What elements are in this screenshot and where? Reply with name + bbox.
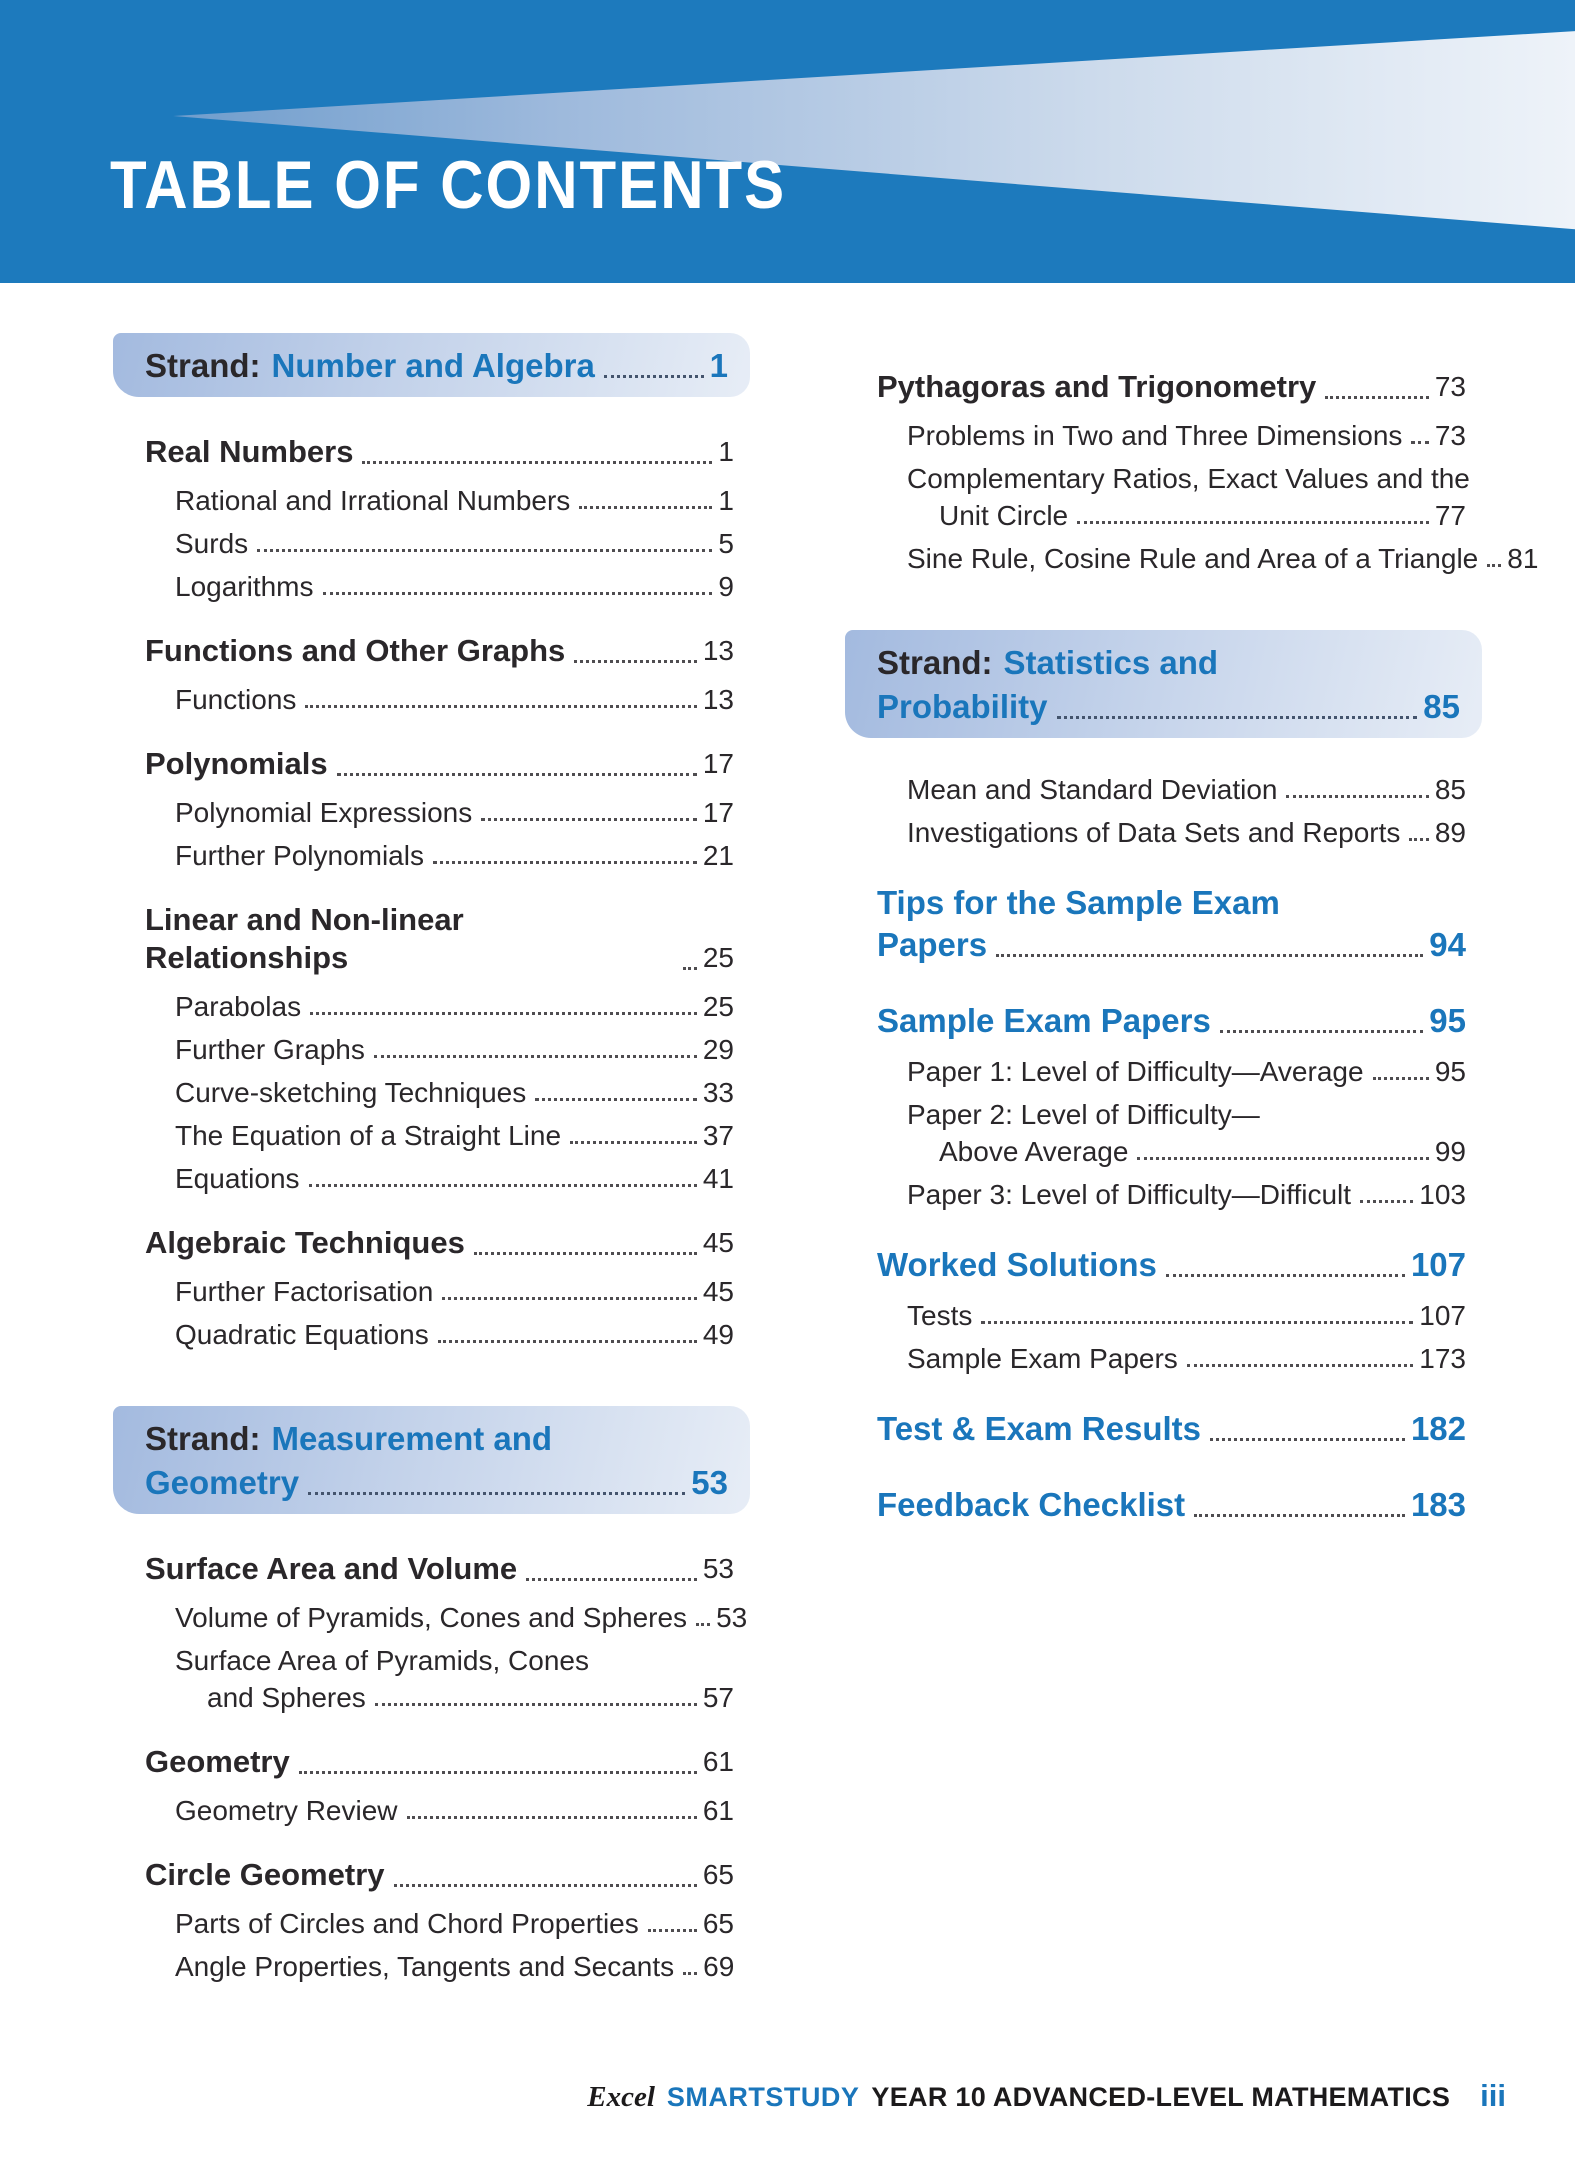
page-number-value: 73 bbox=[1434, 420, 1466, 451]
strand-line bbox=[145, 344, 728, 388]
toc-item bbox=[175, 1951, 734, 1982]
chapter-title-line bbox=[877, 1484, 1466, 1526]
toc-item-label: Logarithms bbox=[175, 571, 314, 602]
toc-item-label: Investigations of Data Sets and Reports bbox=[907, 817, 1401, 848]
toc-chapter bbox=[845, 368, 1539, 574]
page-number-value: 21 bbox=[702, 840, 734, 871]
chapter-title bbox=[145, 745, 734, 783]
chapter-title-line bbox=[145, 1743, 734, 1781]
toc-item-label: Functions bbox=[175, 684, 297, 715]
page-header bbox=[0, 0, 1575, 283]
dot-leader bbox=[696, 1623, 710, 1626]
toc-item-label: The Equation of a Straight Line bbox=[175, 1120, 562, 1151]
chapter-title-line bbox=[145, 632, 734, 670]
toc-item-line bbox=[907, 1056, 1466, 1087]
toc-item bbox=[175, 1034, 734, 1065]
chapter-title bbox=[145, 1743, 734, 1781]
toc-chapter bbox=[113, 1743, 750, 1826]
dot-leader bbox=[374, 1055, 697, 1058]
strand-line bbox=[877, 685, 1460, 729]
dot-leader bbox=[438, 1340, 697, 1343]
chapter-title-line bbox=[877, 1244, 1466, 1286]
dot-leader bbox=[1286, 795, 1428, 798]
toc-item bbox=[175, 1602, 748, 1633]
chapter-title bbox=[145, 1224, 734, 1262]
toc-item-label: Paper 1: Level of Difficulty—Average bbox=[907, 1056, 1364, 1087]
chapter-title-text: Surface Area and Volume bbox=[145, 1551, 518, 1586]
dot-leader bbox=[309, 1184, 697, 1187]
toc-item-label: Complementary Ratios, Exact Values and the bbox=[907, 463, 1470, 494]
toc-item-line2 bbox=[207, 1682, 734, 1713]
toc-item-label: Problems in Two and Three Dimensions bbox=[907, 420, 1403, 451]
toc-item-line bbox=[175, 1645, 734, 1676]
chapter-title-text: Test & Exam Results bbox=[877, 1410, 1202, 1447]
toc-item bbox=[175, 485, 734, 516]
toc-chapter bbox=[845, 1408, 1482, 1450]
toc-item bbox=[175, 684, 734, 715]
page-number-value: 53 bbox=[716, 1602, 748, 1633]
toc-chapter bbox=[113, 433, 750, 602]
toc-item-line bbox=[175, 571, 734, 602]
toc-item-line bbox=[175, 1951, 734, 1982]
page-number-value: 61 bbox=[702, 1795, 734, 1826]
toc-item-line bbox=[907, 1343, 1466, 1374]
chapter-title-line bbox=[145, 745, 734, 783]
page-number-value: 33 bbox=[702, 1077, 734, 1108]
toc-item bbox=[907, 817, 1466, 848]
toc-item bbox=[175, 1908, 734, 1939]
toc-chapter bbox=[113, 632, 750, 715]
strand-name: Measurement and bbox=[271, 1420, 553, 1457]
page-number-value: 17 bbox=[702, 748, 734, 779]
toc-item-label: Sine Rule, Cosine Rule and Area of a Triangle bbox=[907, 543, 1479, 574]
footer bbox=[587, 2078, 1506, 2114]
strand-banner bbox=[845, 630, 1482, 738]
dot-leader bbox=[1360, 1200, 1413, 1203]
page-number-value: 57 bbox=[702, 1682, 734, 1713]
dot-leader bbox=[1057, 716, 1418, 719]
toc-item-label: Surface Area of Pyramids, Cones bbox=[175, 1645, 589, 1676]
toc-item-line bbox=[175, 1163, 734, 1194]
toc-item-label: Curve-sketching Techniques bbox=[175, 1077, 527, 1108]
toc-chapter bbox=[845, 774, 1482, 848]
page-title: TABLE OF CONTENTS bbox=[110, 147, 787, 223]
toc-item bbox=[907, 543, 1539, 574]
strand-prefix-label: Strand: bbox=[145, 1420, 261, 1457]
strand-line bbox=[877, 641, 1460, 685]
toc-item bbox=[175, 1276, 734, 1307]
strand-prefix-label: Strand: bbox=[145, 347, 261, 384]
toc-item bbox=[907, 1099, 1466, 1167]
toc-item-line bbox=[175, 1319, 734, 1350]
toc-chapter bbox=[845, 1244, 1482, 1374]
dot-leader bbox=[323, 592, 713, 595]
page-number-value: 1 bbox=[709, 347, 728, 384]
page-number-value: 85 bbox=[1423, 688, 1460, 725]
chapter-title-text: Pythagoras and Trigonometry bbox=[877, 369, 1317, 404]
page-number-value: 13 bbox=[702, 635, 734, 666]
toc-item-label: Angle Properties, Tangents and Secants bbox=[175, 1951, 675, 1982]
dot-leader bbox=[683, 967, 697, 970]
page-number-value: 94 bbox=[1429, 926, 1466, 963]
strand-name: Probability bbox=[877, 688, 1048, 725]
toc-chapter bbox=[113, 901, 750, 1194]
toc-item bbox=[175, 1163, 734, 1194]
toc-chapter bbox=[845, 1484, 1482, 1526]
page-number-value: 89 bbox=[1434, 817, 1466, 848]
dot-leader bbox=[1194, 1514, 1405, 1517]
dot-leader bbox=[648, 1929, 697, 1932]
toc-item-line bbox=[175, 1077, 734, 1108]
dot-leader bbox=[299, 1771, 697, 1774]
chapter-title-text: Worked Solutions bbox=[877, 1246, 1157, 1283]
dot-leader bbox=[442, 1297, 697, 1300]
dot-leader bbox=[683, 1972, 697, 1975]
toc-item-line bbox=[175, 1795, 734, 1826]
strand-name: Geometry bbox=[145, 1464, 300, 1501]
dot-leader bbox=[1409, 838, 1428, 841]
strand-line bbox=[145, 1461, 728, 1505]
dot-leader bbox=[433, 861, 697, 864]
chapter-title bbox=[145, 901, 734, 977]
toc-item bbox=[175, 528, 734, 559]
toc-item bbox=[907, 1343, 1466, 1374]
dot-leader bbox=[1187, 1364, 1413, 1367]
dot-leader bbox=[394, 1884, 697, 1887]
chapter-title-line bbox=[877, 1408, 1466, 1450]
strand-name: Statistics and bbox=[1003, 644, 1219, 681]
footer-brand-smartstudy: SMARTSTUDY bbox=[666, 2082, 860, 2112]
toc-left-column bbox=[113, 333, 750, 1994]
chapter-title bbox=[877, 368, 1466, 406]
dot-leader bbox=[996, 954, 1423, 957]
dot-leader bbox=[1210, 1438, 1405, 1441]
toc-item-label: Unit Circle bbox=[939, 500, 1069, 531]
strand-banner bbox=[113, 1406, 750, 1514]
toc-item-label: Parts of Circles and Chord Properties bbox=[175, 1908, 639, 1939]
toc-item bbox=[907, 420, 1466, 451]
toc-item-line bbox=[175, 1034, 734, 1065]
toc-chapter bbox=[113, 1550, 750, 1713]
page-number-value: 45 bbox=[702, 1227, 734, 1258]
dot-leader bbox=[526, 1578, 697, 1581]
toc-item-line bbox=[907, 774, 1466, 805]
toc-item-label: Paper 3: Level of Difficulty—Difficult bbox=[907, 1179, 1352, 1210]
toc-item-line bbox=[907, 1300, 1466, 1331]
chapter-title-text: Circle Geometry bbox=[145, 1857, 385, 1892]
chapter-title-line bbox=[877, 882, 1466, 924]
chapter-title-line bbox=[145, 1224, 734, 1262]
toc-item-label: Tests bbox=[907, 1300, 973, 1331]
toc-item-label: Volume of Pyramids, Cones and Spheres bbox=[175, 1602, 688, 1633]
page-number-value: 5 bbox=[718, 528, 734, 559]
toc-item bbox=[175, 991, 734, 1022]
page-number-value: 37 bbox=[702, 1120, 734, 1151]
chapter-title bbox=[145, 1856, 734, 1894]
page-number-value: 1 bbox=[718, 436, 734, 467]
toc-item bbox=[175, 1319, 734, 1350]
page-number-value: 1 bbox=[718, 485, 734, 516]
toc-item bbox=[175, 797, 734, 828]
toc-item-label: Polynomial Expressions bbox=[175, 797, 473, 828]
toc-chapter bbox=[845, 882, 1482, 966]
chapter-title-text: Geometry bbox=[145, 1744, 290, 1779]
chapter-title-text: Feedback Checklist bbox=[877, 1486, 1186, 1523]
toc-item bbox=[175, 1077, 734, 1108]
chapter-title-text: Tips for the Sample Exam bbox=[877, 884, 1280, 921]
page-number-value: 9 bbox=[718, 571, 734, 602]
toc-item bbox=[175, 840, 734, 871]
page-number-value: 65 bbox=[702, 1908, 734, 1939]
page-number-value: 61 bbox=[702, 1746, 734, 1777]
footer-page-number: iii bbox=[1480, 2078, 1506, 2113]
chapter-title-text: Polynomials bbox=[145, 746, 328, 781]
toc-item-label: Surds bbox=[175, 528, 249, 559]
toc-chapter bbox=[113, 1224, 750, 1350]
strand-banner bbox=[113, 333, 750, 397]
page-number-value: 182 bbox=[1410, 1410, 1466, 1447]
page-number-value: 95 bbox=[1429, 1002, 1466, 1039]
dot-leader bbox=[337, 773, 697, 776]
dot-leader bbox=[579, 506, 712, 509]
chapter-title bbox=[877, 882, 1466, 966]
chapter-title bbox=[145, 632, 734, 670]
chapter-title-text: Linear and Non-linear Relationships bbox=[145, 902, 464, 975]
chapter-title-line bbox=[145, 901, 734, 977]
dot-leader bbox=[305, 705, 696, 708]
toc-item-label: Equations bbox=[175, 1163, 300, 1194]
footer-brand-excel: Excel bbox=[587, 2081, 655, 2113]
chapter-title-text: Functions and Other Graphs bbox=[145, 633, 566, 668]
toc-item-line bbox=[907, 1179, 1466, 1210]
chapter-title-line bbox=[145, 1856, 734, 1894]
dot-leader bbox=[604, 375, 704, 378]
page-number-value: 65 bbox=[702, 1859, 734, 1890]
strand-prefix-label: Strand: bbox=[877, 644, 993, 681]
dot-leader bbox=[1220, 1030, 1423, 1033]
strand-line bbox=[145, 1417, 728, 1461]
toc-item-label: Quadratic Equations bbox=[175, 1319, 429, 1350]
chapter-title bbox=[145, 433, 734, 471]
toc-item-line bbox=[907, 420, 1466, 451]
page-number-value: 103 bbox=[1419, 1179, 1466, 1210]
page-number-value: 17 bbox=[702, 797, 734, 828]
dot-leader bbox=[574, 660, 697, 663]
dot-leader bbox=[570, 1141, 697, 1144]
toc-item-line bbox=[175, 1602, 748, 1633]
dot-leader bbox=[1373, 1077, 1429, 1080]
chapter-title-text: Sample Exam Papers bbox=[877, 1002, 1211, 1039]
toc-item-line2 bbox=[939, 500, 1466, 531]
toc-item-label: Further Graphs bbox=[175, 1034, 365, 1065]
toc-item-line bbox=[175, 1276, 734, 1307]
dot-leader bbox=[1077, 521, 1429, 524]
toc-item-line bbox=[175, 991, 734, 1022]
toc-item-line bbox=[175, 1908, 734, 1939]
toc-item-label: Sample Exam Papers bbox=[907, 1343, 1178, 1374]
page-number-value: 45 bbox=[702, 1276, 734, 1307]
toc-item bbox=[907, 463, 1470, 531]
toc-chapter bbox=[113, 1856, 750, 1982]
page-number-value: 73 bbox=[1434, 371, 1466, 402]
dot-leader bbox=[362, 461, 712, 464]
toc-item-label: Parabolas bbox=[175, 991, 302, 1022]
page-number-value: 29 bbox=[702, 1034, 734, 1065]
page-number-value: 25 bbox=[702, 991, 734, 1022]
toc-item bbox=[175, 1645, 734, 1713]
header-gradient-wedge bbox=[0, 0, 1575, 283]
toc-item-line bbox=[175, 797, 734, 828]
chapter-title bbox=[877, 1244, 1466, 1286]
page-number-value: 81 bbox=[1507, 543, 1539, 574]
toc-right-column bbox=[845, 338, 1539, 1540]
chapter-title bbox=[877, 1484, 1466, 1526]
page-number-value: 107 bbox=[1419, 1300, 1466, 1331]
toc-item bbox=[175, 1120, 734, 1151]
toc-item-line bbox=[907, 463, 1470, 494]
toc-item-label: Rational and Irrational Numbers bbox=[175, 485, 571, 516]
dot-leader bbox=[257, 549, 712, 552]
toc-item bbox=[907, 1056, 1466, 1087]
page-number-value: 13 bbox=[702, 684, 734, 715]
toc-item bbox=[907, 1179, 1466, 1210]
toc-item-line bbox=[175, 1120, 734, 1151]
toc-item-line2 bbox=[939, 1136, 1466, 1167]
dot-leader bbox=[407, 1816, 697, 1819]
chapter-title-line bbox=[145, 433, 734, 471]
page-number-value: 49 bbox=[702, 1319, 734, 1350]
chapter-title-line bbox=[877, 1000, 1466, 1042]
toc-item-line bbox=[907, 817, 1466, 848]
toc-chapter bbox=[113, 745, 750, 871]
chapter-title-text: Real Numbers bbox=[145, 434, 354, 469]
dot-leader bbox=[375, 1703, 697, 1706]
page-number-value: 53 bbox=[702, 1553, 734, 1584]
toc-item-label: Paper 2: Level of Difficulty— bbox=[907, 1099, 1260, 1130]
toc-item-label: Above Average bbox=[939, 1136, 1129, 1167]
page-number-value: 53 bbox=[691, 1464, 728, 1501]
chapter-title-text: Algebraic Techniques bbox=[145, 1225, 465, 1260]
toc-item-label: Mean and Standard Deviation bbox=[907, 774, 1278, 805]
toc-item-line bbox=[907, 1099, 1466, 1130]
page-number-value: 69 bbox=[703, 1951, 735, 1982]
dot-leader bbox=[1137, 1157, 1428, 1160]
page-number-value: 77 bbox=[1434, 500, 1466, 531]
dot-leader bbox=[481, 818, 697, 821]
page-number-value: 25 bbox=[702, 942, 734, 973]
dot-leader bbox=[1166, 1274, 1405, 1277]
dot-leader bbox=[1411, 441, 1428, 444]
toc-item-label: Further Polynomials bbox=[175, 840, 424, 871]
toc-item bbox=[175, 1795, 734, 1826]
page-number-value: 107 bbox=[1410, 1246, 1466, 1283]
page-number-value: 41 bbox=[702, 1163, 734, 1194]
page-number-value: 173 bbox=[1419, 1343, 1466, 1374]
page-number-value: 85 bbox=[1434, 774, 1466, 805]
chapter-title-line bbox=[145, 1550, 734, 1588]
dot-leader bbox=[535, 1098, 697, 1101]
toc-item-line bbox=[175, 684, 734, 715]
chapter-title bbox=[877, 1408, 1466, 1450]
chapter-title-line bbox=[877, 924, 1466, 966]
toc-item-line bbox=[175, 485, 734, 516]
dot-leader bbox=[308, 1492, 685, 1495]
dot-leader bbox=[310, 1012, 697, 1015]
footer-book-title: YEAR 10 ADVANCED-LEVEL MATHEMATICS bbox=[871, 2082, 1451, 2112]
chapter-title-text: Papers bbox=[877, 926, 988, 963]
toc-item-line bbox=[175, 840, 734, 871]
dot-leader bbox=[1325, 396, 1429, 399]
dot-leader bbox=[1487, 564, 1501, 567]
dot-leader bbox=[474, 1252, 697, 1255]
toc-chapter bbox=[845, 1000, 1482, 1210]
dot-leader bbox=[981, 1321, 1413, 1324]
chapter-title bbox=[145, 1550, 734, 1588]
chapter-title-line bbox=[877, 368, 1466, 406]
strand-name: Number and Algebra bbox=[271, 347, 595, 384]
toc-item bbox=[175, 571, 734, 602]
page-number-value: 95 bbox=[1434, 1056, 1466, 1087]
toc-item bbox=[907, 774, 1466, 805]
toc-item-line bbox=[907, 543, 1539, 574]
toc-item-line bbox=[175, 528, 734, 559]
toc-item-label: and Spheres bbox=[207, 1682, 366, 1713]
toc-item-label: Further Factorisation bbox=[175, 1276, 434, 1307]
chapter-title bbox=[877, 1000, 1466, 1042]
page-number-value: 183 bbox=[1410, 1486, 1466, 1523]
page-number-value: 99 bbox=[1434, 1136, 1466, 1167]
toc-item bbox=[907, 1300, 1466, 1331]
toc-item-label: Geometry Review bbox=[175, 1795, 398, 1826]
